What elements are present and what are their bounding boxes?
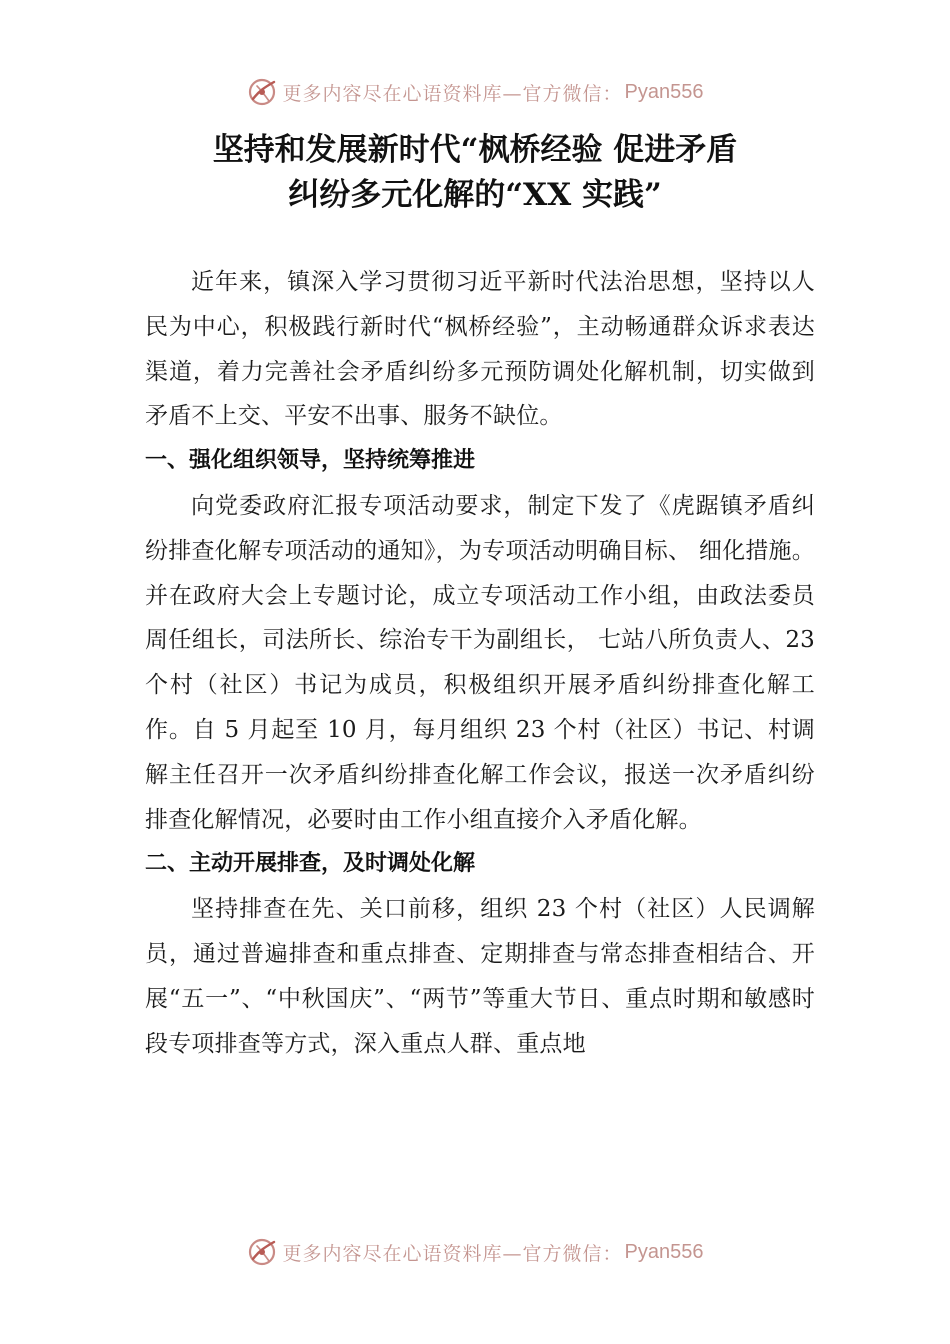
- title-line-1: 坚持和发展新时代“枫桥经验 促进矛盾: [212, 132, 738, 168]
- section-2-heading: 二、主动开展排查，及时调处化解: [145, 851, 476, 877]
- logo-icon: [247, 77, 277, 107]
- document-title: [0, 128, 950, 218]
- section-1-heading: 一、强化组织领导，坚持统筹推进: [145, 448, 476, 474]
- document-body: [145, 260, 815, 1066]
- intro-paragraph: 近年来，镇深入学习贯彻习近平新时代法治思想，坚持以人民为中心，积极践行新时代“枫桥经验”，主动畅通群众诉求表达渠道，着力完善社会矛盾纠纷多元预防调处化解机制，切实做到矛盾不上交、平安不出事、服务不缺位。: [145, 269, 815, 430]
- title-line-2: 纠纷多元化解的“XX 实践”: [288, 177, 662, 213]
- section-2-paragraph: 坚持排查在先、关口前移，组织 23 个村（社区）人民调解员，通过普遍排查和重点排查、定期排查与常态排查相结合、开展“五一”、“中秋国庆”、“两节”等重大节日、重点时期和敏感时段专项排查等方式，深入重点人群、重点地: [145, 896, 815, 1057]
- watermark-wechat-id: Pyan556: [624, 1240, 704, 1263]
- watermark-header: [0, 72, 950, 112]
- section-1-paragraph: 向党委政府汇报专项活动要求，制定下发了《虎踞镇矛盾纠纷排查化解专项活动的通知》，为专项活动明确目标、 细化措施。并在政府大会上专题讨论，成立专项活动工作小组，由政法委员周任组长，司法所长、综治专干为副组长， 七站八所负责人、23 个村（社区）书记为成员，积极组织开展矛盾纠纷排查化解工作。自 5 月起至 10 月，每月组织 23 个村（社区）书记、村调解主任召开一次矛盾纠纷排查化解工作会议，报送一次矛盾纠纷排查化解情况，必要时由工作小组直接介入矛盾化解。: [145, 492, 815, 833]
- watermark-text: 更多内容尽在心语资料库—官方微信：: [282, 1242, 623, 1265]
- watermark-footer: [0, 1232, 950, 1272]
- watermark-text: 更多内容尽在心语资料库—官方微信：: [282, 82, 623, 105]
- logo-icon: [247, 1237, 277, 1267]
- watermark-wechat-id: Pyan556: [624, 80, 704, 103]
